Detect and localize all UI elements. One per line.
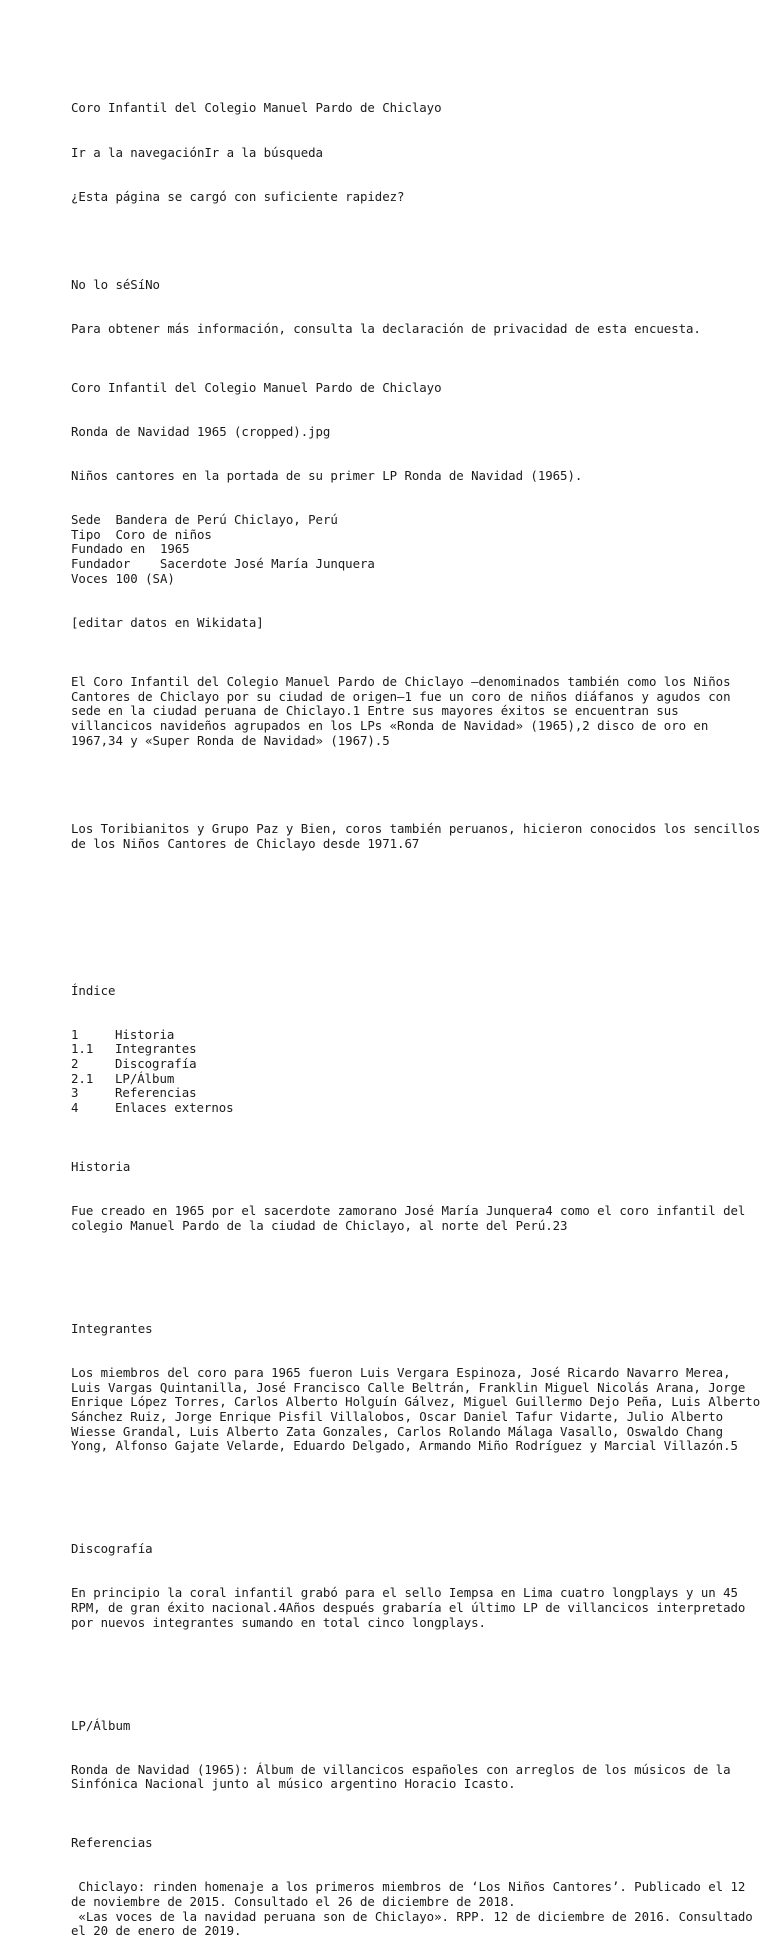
second-paragraph: Los Toribianitos y Grupo Paz y Bien, coros también peruanos, hicieron conocidos los sencillos de los Niños Cantores de Chiclayo desde 1971.67	[71, 820, 768, 851]
infobox-row-value: Coro de niños	[115, 526, 212, 542]
document-page	[71, 72, 768, 1954]
infobox-row-key: Fundado en	[71, 541, 146, 557]
infobox-row-key: Voces	[71, 570, 109, 586]
survey-options[interactable]: No lo séSíNo	[71, 276, 160, 292]
infobox-row	[71, 528, 761, 543]
toc-item-label[interactable]: Enlaces externos	[115, 1100, 234, 1116]
spacer	[71, 234, 761, 249]
infobox-row	[71, 542, 761, 557]
infobox-row	[71, 557, 761, 572]
toc-list	[71, 1028, 761, 1116]
toc-heading: Índice	[71, 982, 116, 998]
infobox-row-separator	[130, 556, 160, 571]
infobox-row-value: 100 (SA)	[115, 570, 175, 586]
toc-item[interactable]	[71, 1101, 761, 1116]
spacer	[71, 1263, 761, 1278]
toc-item[interactable]	[71, 1072, 761, 1087]
references-list	[71, 1880, 761, 1939]
infobox-row-separator	[101, 527, 116, 542]
infobox-row-value: Bandera de Perú Chiclayo, Perú	[115, 512, 338, 528]
infobox-row	[71, 572, 761, 587]
infobox-image-caption: Niños cantores en la portada de su primer LP Ronda de Navidad (1965).	[71, 467, 583, 483]
infobox-row-value: Sacerdote José María Junquera	[159, 556, 375, 572]
discografia-heading: Discografía	[71, 1541, 153, 1557]
integrantes-heading: Integrantes	[71, 1320, 153, 1336]
lp-album-heading: LP/Álbum	[71, 1717, 131, 1733]
reference-item[interactable]: «Las voces de la navidad peruana son de Chiclayo». RPP. 12 de diciembre de 2016. Consultado el 20 de enero de 2019.	[71, 1908, 761, 1939]
spacer	[71, 881, 761, 896]
toc-item-number: 2.1	[71, 1070, 94, 1086]
spacer	[71, 925, 761, 940]
survey-question: ¿Esta página se cargó con suficiente rapidez?	[71, 188, 405, 204]
toc-item-label[interactable]: Historia	[115, 1026, 175, 1042]
infobox-row	[71, 513, 761, 528]
integrantes-text: Los miembros del coro para 1965 fueron Luis Vergara Espinoza, José Ricardo Navarro Merea, Luis Vargas Quintanilla, José Francisco Calle Beltrán, Franklin Miguel Nicolás Arana, Jorge Enrique López Torres, Carlos Alberto Holguín Gálvez, Miguel Guillermo Dejo Peña, Luis Alberto Sánchez Ruiz, Jorge Enrique Pisfil Villalobos, Oscar Daniel Tafur Vidarte, Julio Alberto Wiesse Grandal, Luis Alberto Zata Gonzales, Carlos Rolando Málaga Vasallo, Oswaldo Chang Yong, Alfonso Gajate Velarde, Eduardo Delgado, Armando Miño Rodríguez y Marcial Villazón.5	[71, 1364, 768, 1454]
referencias-heading: Referencias	[71, 1835, 153, 1851]
toc-item-number: 1	[71, 1026, 79, 1042]
historia-text: Fue creado en 1965 por el sacerdote zamorano José María Junquera4 como el coro infantil del colegio Manuel Pardo de la ciudad de Chiclayo, al norte del Perú.23	[71, 1203, 753, 1233]
infobox-row-value: 1965	[159, 541, 190, 557]
toc-item[interactable]	[71, 1028, 761, 1043]
intro-paragraph: El Coro Infantil del Colegio Manuel Pardo de Chiclayo —denominados también como los Niños Cantores de Chiclayo por su ciudad de origen—1 fue un coro de niños diáfanos y agudos con sede en la ciudad peruana de Chiclayo.1 Entre sus mayores éxitos se encuentran sus villancicos navideños agrupados en los LPs «Ronda de Navidad» (1965),2 disco de oro en 1967,34 y «Super Ronda de Navidad» (1967).5	[71, 673, 738, 748]
skip-links[interactable]: Ir a la navegaciónIr a la búsqueda	[71, 144, 323, 160]
infobox-row-key: Tipo	[71, 526, 101, 542]
infobox-row-key: Sede	[71, 512, 101, 528]
toc-item[interactable]	[71, 1042, 761, 1057]
infobox-rows	[71, 513, 761, 587]
infobox-row-key: Fundador	[71, 556, 131, 572]
toc-item-number: 2	[71, 1056, 79, 1072]
toc-item-label[interactable]: Discografía	[115, 1056, 197, 1072]
edit-wikidata-link[interactable]: [editar datos en Wikidata]	[71, 615, 264, 630]
toc-item[interactable]	[71, 1057, 761, 1072]
toc-item-label[interactable]: Integrantes	[115, 1041, 197, 1057]
infobox-row-separator	[145, 541, 160, 556]
privacy-notice: Para obtener más información, consulta la declaración de privacidad de esta encuesta.	[71, 320, 701, 336]
spacer	[71, 1483, 761, 1498]
toc-item-number: 4	[71, 1100, 79, 1116]
page-title: Coro Infantil del Colegio Manuel Pardo de Chiclayo	[71, 100, 442, 116]
infobox-title: Coro Infantil del Colegio Manuel Pardo de Chiclayo	[71, 379, 442, 395]
infobox-image-file[interactable]: Ronda de Navidad 1965 (cropped).jpg	[71, 423, 331, 439]
infobox-row-separator	[101, 512, 116, 527]
toc-item-label[interactable]: Referencias	[115, 1085, 197, 1101]
spacer	[71, 778, 761, 793]
lp-album-text: Ronda de Navidad (1965): Álbum de villancicos españoles con arreglos de los músicos de la Sinfónica Nacional junto al músico argentino Horacio Icasto.	[71, 1761, 738, 1792]
toc-item-number: 1.1	[71, 1041, 94, 1057]
spacer	[71, 1660, 761, 1675]
reference-item[interactable]: Chiclayo: rinden homenaje a los primeros miembros de ‘Los Niños Cantores’. Publicado el 12 de noviembre de 2015. Consultado el 26 de diciembre de 2018.	[71, 1879, 753, 1910]
toc-item[interactable]	[71, 1086, 761, 1101]
toc-item-number: 3	[71, 1085, 79, 1101]
discografia-text: En principio la coral infantil grabó para el sello Iempsa en Lima cuatro longplays y un 45 RPM, de gran éxito nacional.4Años después grabaría el último LP de villancicos interpretado por nuevos integrantes sumando en total cinco longplays.	[71, 1585, 753, 1630]
historia-heading: Historia	[71, 1158, 131, 1174]
toc-item-label[interactable]: LP/Álbum	[115, 1070, 175, 1086]
